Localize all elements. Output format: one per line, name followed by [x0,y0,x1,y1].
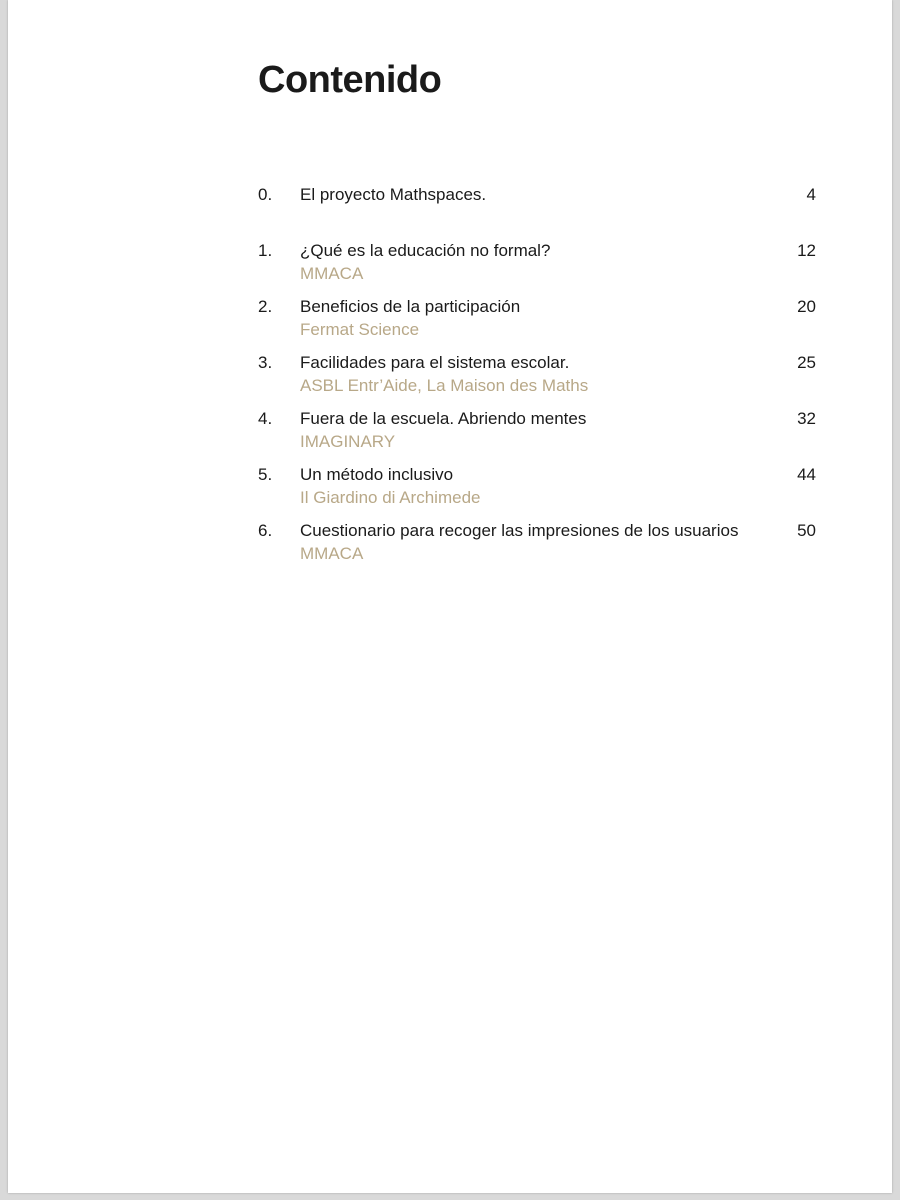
toc-entry-title: ¿Qué es la educación no formal? [300,241,551,260]
toc-entry-1[interactable] [258,239,816,295]
toc-entry-page: 20 [797,297,816,316]
toc-entry-title: Un método inclusivo [300,465,454,484]
toc-entry-page: 4 [806,185,816,204]
toc-entry-author: Il Giardino di Archimede [300,488,481,507]
toc-entry-5[interactable] [258,463,816,519]
toc-entry-6[interactable] [258,519,816,575]
toc-entry-number: 5. [258,465,273,484]
toc-entry-4[interactable] [258,407,816,463]
toc-entry-title: Facilidades para el sistema escolar. [300,353,570,372]
toc-entry-number: 3. [258,353,273,372]
toc-entry-author: IMAGINARY [300,432,396,451]
toc-entry-title: El proyecto Mathspaces. [300,185,487,204]
toc-entry-page: 50 [797,521,816,540]
toc-entry-number: 2. [258,297,273,316]
toc-entry-body [300,519,780,564]
toc-entry-author: Fermat Science [300,320,420,339]
toc-entry-author: MMACA [300,264,364,283]
toc-entry-body [300,463,780,508]
toc-entry-number: 0. [258,185,273,204]
toc-entry-number: 4. [258,409,273,428]
page-title: Contenido [258,59,442,101]
toc-entry-title: Fuera de la escuela. Abriendo mentes [300,409,587,428]
toc-entry-body [300,351,780,396]
toc-entry-page: 32 [797,409,816,428]
toc-entry-author: MMACA [300,544,364,563]
toc-entry-3[interactable] [258,351,816,407]
toc-entry-number: 6. [258,521,273,540]
toc-entry-author: ASBL Entr’Aide, La Maison des Maths [300,376,589,395]
toc-entry-page: 12 [797,241,816,260]
document-page [8,0,892,1193]
toc-entry-2[interactable] [258,295,816,351]
toc-entry-body [300,239,780,284]
toc-entry-page: 44 [797,465,816,484]
toc-entry-page: 25 [797,353,816,372]
toc-entry-number: 1. [258,241,273,260]
toc-entry-0[interactable] [258,183,816,239]
toc-entry-body [300,183,780,207]
toc-entry-title: Beneficios de la participación [300,297,521,316]
table-of-contents [258,183,816,575]
toc-entry-body [300,407,780,452]
toc-entry-title: Cuestionario para recoger las impresiones de los usuarios [300,521,739,540]
toc-entry-body [300,295,780,340]
